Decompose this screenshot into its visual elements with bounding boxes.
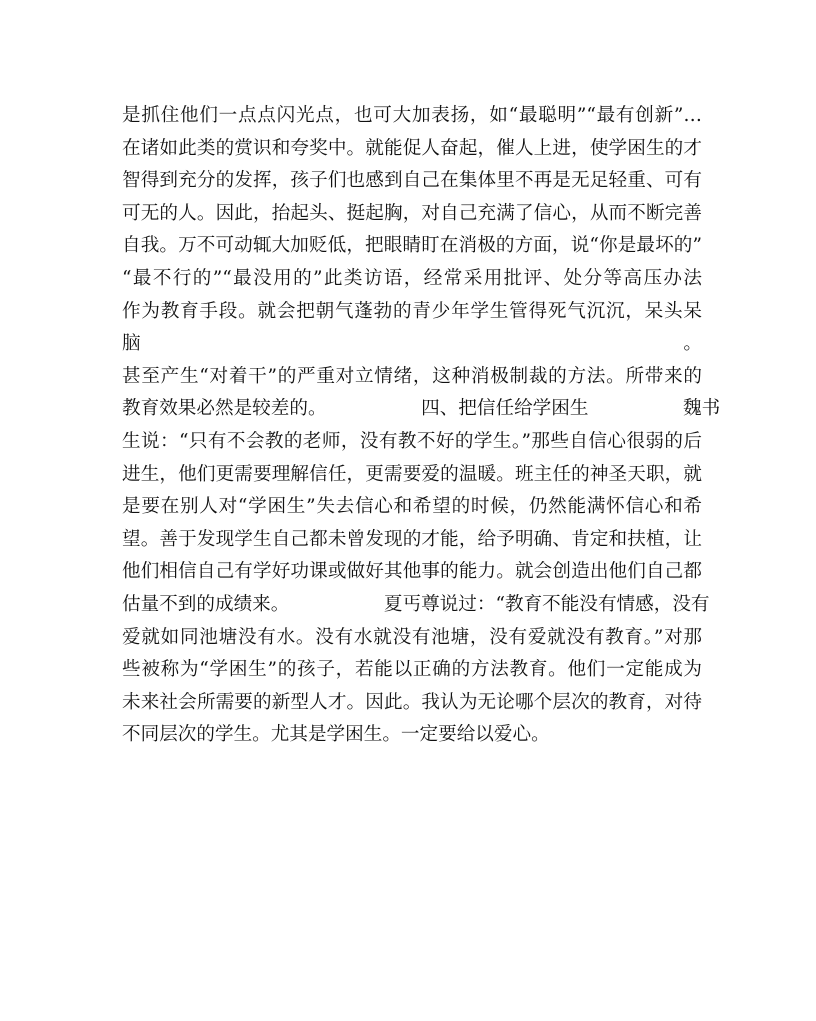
text-line-11: 进生，他们更需要理解信任，更需要爱的温暖。班主任的神圣天职，就 — [122, 463, 702, 485]
text-line-2: 在诸如此类的赏识和夸奖中。就能促人奋起，催人上进，使学困生的才 — [122, 137, 702, 159]
text-line-14: 他们相信自己有学好功课或做好其他事的能力。就会创造出他们自己都 — [122, 561, 702, 583]
text-line-17: 些被称为“学困生”的孩子，若能以正确的方法教育。他们一定能成为 — [122, 659, 702, 681]
text-line-9: 教育效果必然是较差的。 四、把信任给学困生 魏书 — [122, 398, 721, 420]
text-line-3: 智得到充分的发挥，孩子们也感到自己在集体里不再是无足轻重、可有 — [122, 170, 702, 192]
text-line-7: 作为教育手段。就会把朝气蓬勃的青少年学生管得死气沉沉，呆头呆脑。 — [122, 300, 702, 355]
text-line-5: 自我。万不可动辄大加贬低，把眼睛盯在消极的方面，说“你是最坏的” — [122, 235, 702, 257]
text-line-12: 是要在别人对“学困生”失去信心和希望的时候，仍然能满怀信心和希 — [122, 496, 702, 518]
text-line-19: 不同层次的学生。尤其是学困生。一定要给以爱心。 — [122, 724, 550, 746]
text-line-6: “最不行的”“最没用的”此类访语，经常采用批评、处分等高压办法 — [122, 267, 702, 289]
text-line-15: 估量不到的成绩来。 夏丐尊说过：“教育不能没有情感，没有 — [122, 593, 710, 615]
text-line-10: 生说：“只有不会教的老师，没有教不好的学生。”那些自信心很弱的后 — [122, 430, 702, 452]
text-line-18: 未来社会所需要的新型人才。因此。我认为无论哪个层次的教育，对待 — [122, 691, 702, 713]
text-line-1: 是抓住他们一点点闪光点，也可大加表扬，如“最聪明”“最有创新”… — [122, 105, 702, 126]
text-line-4: 可无的人。因此，抬起头、挺起胸，对自己充满了信心，从而不断完善 — [122, 202, 702, 224]
text-line-8: 甚至产生“对着干”的严重对立情绪，这种消极制裁的方法。所带来的 — [122, 365, 702, 387]
body-text — [122, 100, 721, 752]
text-line-13: 望。善于发现学生自己都未曾发现的才能，给予明确、肯定和扶植，让 — [122, 528, 702, 550]
text-line-16: 爱就如同池塘没有水。没有水就没有池塘，没有爱就没有教育。”对那 — [122, 626, 702, 648]
